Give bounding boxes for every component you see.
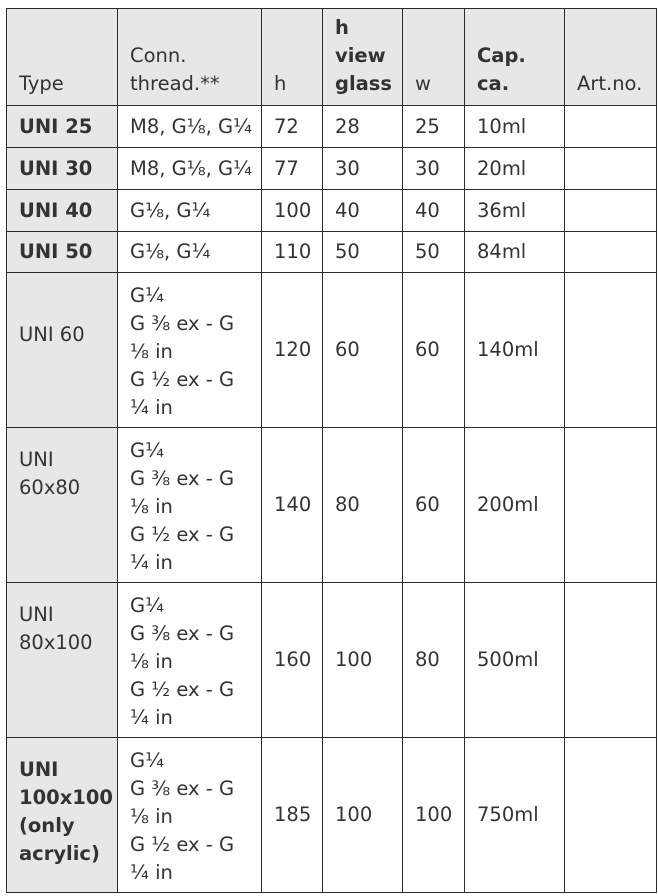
- table-row: [7, 232, 657, 273]
- cell-artno: [565, 738, 657, 893]
- table-row: [7, 148, 657, 190]
- cell-cap: 84ml: [465, 232, 565, 273]
- header-thread-line: thread.**: [130, 72, 220, 95]
- header-w-line: w: [415, 72, 431, 95]
- cell-w: 50: [403, 232, 465, 273]
- cell-artno: [565, 273, 657, 428]
- cell-thread-line: G¼: [130, 284, 165, 307]
- cell-type-line: UNI: [19, 758, 59, 781]
- cell-thread-line: ⅛ in: [130, 805, 173, 828]
- cell-thread-line: G ⅜ ex - G: [130, 622, 235, 645]
- cell-type: [7, 106, 118, 148]
- header-h-view-line: glass: [335, 72, 393, 95]
- cell-w: 40: [403, 190, 465, 232]
- cell-thread: [118, 148, 262, 190]
- cell-h: 185: [262, 738, 323, 893]
- header-thread: [118, 9, 262, 106]
- cell-h: 110: [262, 232, 323, 273]
- table-row: [7, 583, 657, 738]
- cell-type: [7, 428, 118, 583]
- cell-thread: [118, 273, 262, 428]
- cell-thread-line: G¼: [130, 749, 165, 772]
- header-cap: [465, 9, 565, 106]
- cell-h-view: 28: [323, 106, 403, 148]
- header-h-view-line: view: [335, 44, 386, 67]
- cell-thread-line: M8, G⅛, G¼: [130, 156, 253, 180]
- cell-thread-line: ⅛ in: [130, 495, 173, 518]
- cell-thread-line: G ⅜ ex - G: [130, 312, 235, 335]
- spec-table: [6, 8, 657, 893]
- cell-h: 77: [262, 148, 323, 190]
- cell-h-view: 80: [323, 428, 403, 583]
- cell-w: 30: [403, 148, 465, 190]
- cell-artno: [565, 148, 657, 190]
- cell-thread-line: ¼ in: [130, 551, 173, 574]
- cell-w: 100: [403, 738, 465, 893]
- cell-type-line: 100x100: [19, 786, 113, 809]
- cell-type-line: UNI 30: [19, 156, 93, 180]
- cell-type: [7, 738, 118, 893]
- header-h-view: [323, 9, 403, 106]
- table-row: [7, 273, 657, 428]
- cell-type-line: UNI 25: [19, 114, 93, 138]
- cell-type: [7, 190, 118, 232]
- cell-thread-line: ⅛ in: [130, 340, 173, 363]
- cell-artno: [565, 190, 657, 232]
- cell-h-view: 100: [323, 738, 403, 893]
- cell-thread: [118, 738, 262, 893]
- cell-cap: 10ml: [465, 106, 565, 148]
- cell-thread-line: ¼ in: [130, 396, 173, 419]
- table-header-row: [7, 9, 657, 106]
- cell-w: 60: [403, 273, 465, 428]
- cell-cap: 36ml: [465, 190, 565, 232]
- cell-type: [7, 232, 118, 273]
- cell-thread-line: ⅛ in: [130, 650, 173, 673]
- header-type: [7, 9, 118, 106]
- cell-cap: 20ml: [465, 148, 565, 190]
- header-artno-line: Art.no.: [577, 72, 643, 95]
- cell-thread: [118, 190, 262, 232]
- cell-type-line: UNI: [19, 448, 54, 471]
- cell-w: 25: [403, 106, 465, 148]
- cell-type-line: UNI 50: [19, 240, 93, 263]
- cell-thread-line: G⅛, G¼: [130, 240, 211, 263]
- cell-h: 160: [262, 583, 323, 738]
- cell-h-view: 100: [323, 583, 403, 738]
- cell-thread: [118, 106, 262, 148]
- cell-thread-line: G ½ ex - G: [130, 368, 235, 391]
- table-row: [7, 190, 657, 232]
- header-h: [262, 9, 323, 106]
- header-artno: [565, 9, 657, 106]
- cell-w: 60: [403, 428, 465, 583]
- cell-type-line: UNI 60: [19, 323, 85, 346]
- cell-thread: [118, 428, 262, 583]
- cell-thread-line: G¼: [130, 594, 165, 617]
- cell-cap: 500ml: [465, 583, 565, 738]
- cell-h: 140: [262, 428, 323, 583]
- table-body: [7, 106, 657, 893]
- header-w: [403, 9, 465, 106]
- table-row: [7, 428, 657, 583]
- cell-h-view: 60: [323, 273, 403, 428]
- cell-thread-line: ¼ in: [130, 706, 173, 729]
- cell-artno: [565, 583, 657, 738]
- cell-type-line: UNI: [19, 603, 54, 626]
- cell-h: 72: [262, 106, 323, 148]
- cell-thread-line: G¼: [130, 439, 165, 462]
- cell-h: 100: [262, 190, 323, 232]
- cell-artno: [565, 106, 657, 148]
- header-h-line: h: [274, 72, 287, 95]
- cell-w: 80: [403, 583, 465, 738]
- cell-h: 120: [262, 273, 323, 428]
- cell-thread-line: ¼ in: [130, 861, 173, 884]
- header-cap-line: ca.: [477, 72, 510, 95]
- cell-thread-line: G⅛, G¼: [130, 198, 211, 222]
- cell-artno: [565, 232, 657, 273]
- cell-thread: [118, 583, 262, 738]
- cell-type-line: UNI 40: [19, 198, 93, 222]
- table-row: [7, 106, 657, 148]
- cell-type: [7, 583, 118, 738]
- cell-thread-line: G ⅜ ex - G: [130, 777, 235, 800]
- cell-thread-line: G ½ ex - G: [130, 833, 235, 856]
- cell-artno: [565, 428, 657, 583]
- header-type-line: Type: [19, 72, 64, 95]
- cell-thread-line: M8, G⅛, G¼: [130, 114, 253, 138]
- header-cap-line: Cap.: [477, 44, 526, 67]
- cell-cap: 140ml: [465, 273, 565, 428]
- cell-type: [7, 273, 118, 428]
- cell-type-line: 80x100: [19, 631, 93, 654]
- cell-thread-line: G ½ ex - G: [130, 678, 235, 701]
- cell-cap: 200ml: [465, 428, 565, 583]
- header-h-view-line: h: [335, 16, 349, 39]
- cell-type-line: (only: [19, 814, 75, 837]
- cell-type-line: acrylic): [19, 842, 100, 865]
- cell-h-view: 30: [323, 148, 403, 190]
- cell-cap: 750ml: [465, 738, 565, 893]
- cell-thread-line: G ⅜ ex - G: [130, 467, 235, 490]
- table-row: [7, 738, 657, 893]
- cell-thread: [118, 232, 262, 273]
- cell-type: [7, 148, 118, 190]
- cell-h-view: 50: [323, 232, 403, 273]
- header-thread-line: Conn.: [130, 44, 187, 67]
- cell-thread-line: G ½ ex - G: [130, 523, 235, 546]
- cell-type-line: 60x80: [19, 476, 81, 499]
- cell-h-view: 40: [323, 190, 403, 232]
